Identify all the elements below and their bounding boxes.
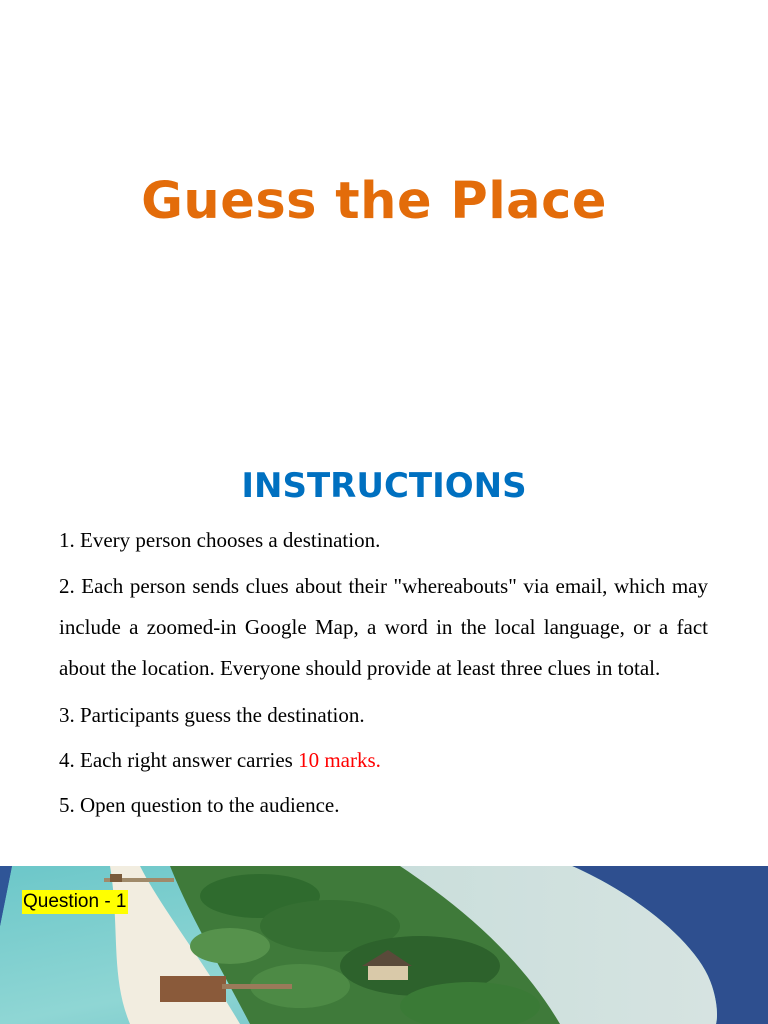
instructions-slide bbox=[0, 420, 768, 866]
question-label: Question - 1 bbox=[23, 891, 127, 912]
instruction-item-4-text: 4. Each right answer carries bbox=[59, 748, 299, 772]
question-slide bbox=[0, 866, 768, 1024]
title-slide bbox=[0, 0, 768, 420]
instruction-item-3: 3. Participants guess the destination. bbox=[59, 703, 365, 727]
instruction-item-2: 2. Each person sends clues about their "whereabouts" via email, which may include a zoomed-in Google Map, a word in the local language, or a fact about the location. Everyone should provide at least three clues in total. bbox=[59, 574, 708, 680]
instruction-item-1: 1. Every person chooses a destination. bbox=[59, 528, 381, 552]
marks-highlight: 10 marks. bbox=[298, 748, 381, 772]
instruction-item-4 bbox=[59, 737, 708, 783]
instruction-item-5: 5. Open question to the audience. bbox=[59, 793, 340, 817]
instructions-heading: INSTRUCTIONS bbox=[241, 466, 527, 506]
slide-title: Guess the Place bbox=[141, 172, 607, 231]
instructions-list bbox=[59, 518, 708, 827]
